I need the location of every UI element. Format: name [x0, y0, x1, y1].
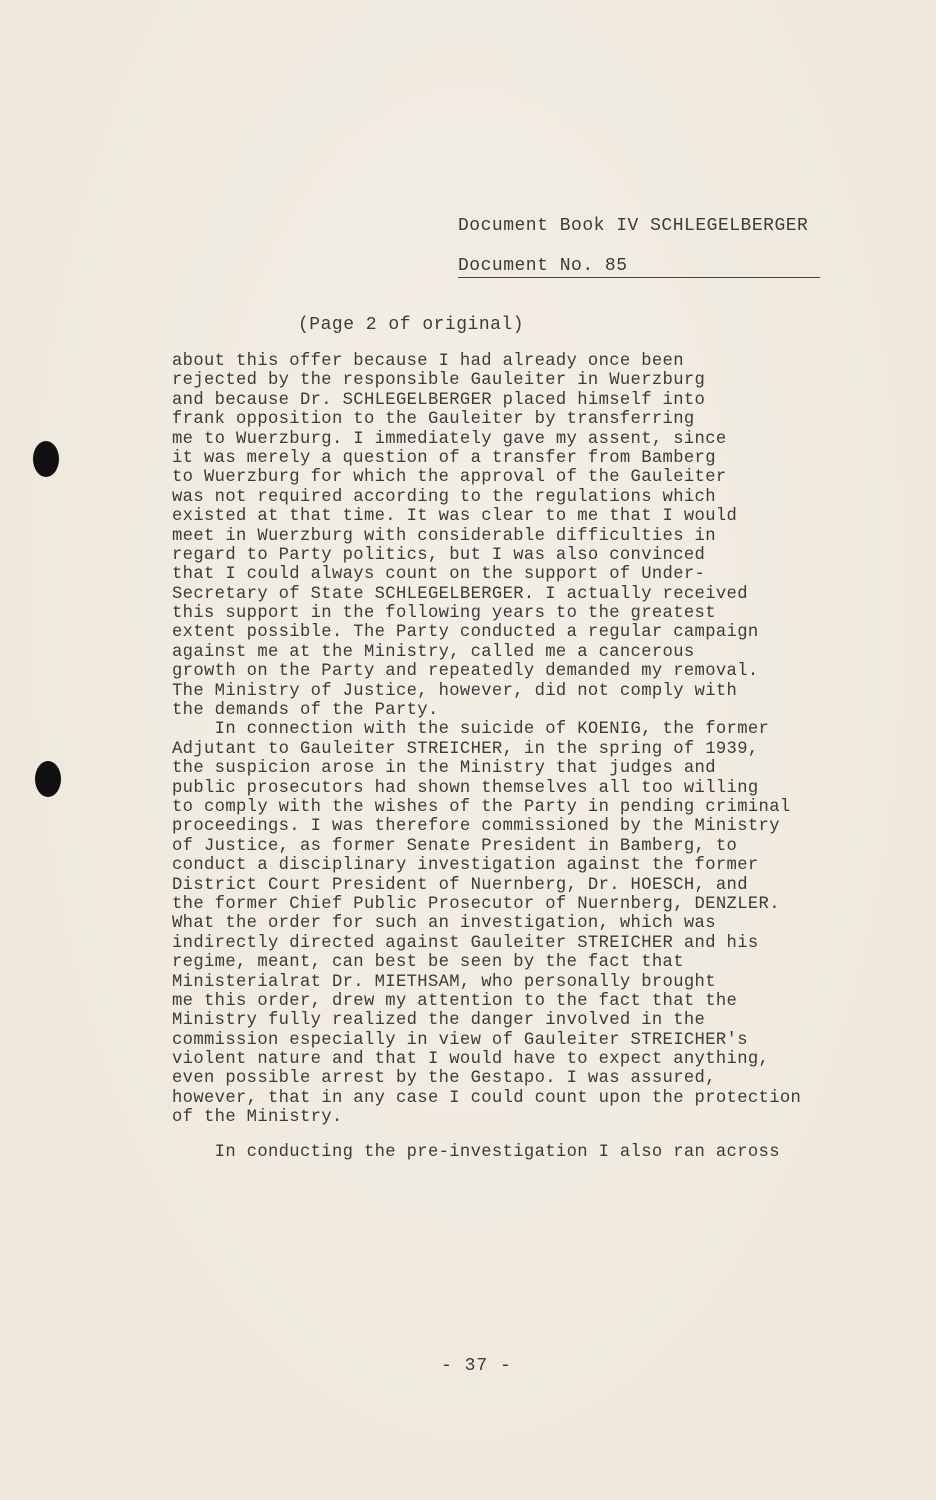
body-line: of Justice, as former Senate President in Bamberg, to — [172, 836, 738, 856]
body-line: me to Wuerzburg. I immediately gave my assent, since — [172, 429, 727, 449]
body-line: growth on the Party and repeatedly demanded my removal. — [172, 662, 759, 682]
body-line: about this offer because I had already once been — [172, 352, 684, 371]
body-line: against me at the Ministry, called me a cancerous — [172, 642, 695, 662]
body-line: meet in Wuerzburg with considerable difficulties in — [172, 526, 716, 546]
body-text — [172, 352, 872, 1128]
body-line: regard to Party politics, but I was also convinced — [172, 545, 706, 565]
body-line: commission especially in view of Gauleiter STREICHER's — [172, 1030, 748, 1050]
body-line: frank opposition to the Gauleiter by transferring — [172, 410, 695, 430]
body-line: to comply with the wishes of the Party in pending criminal — [172, 797, 791, 817]
body-line: What the order for such an investigation, which was — [172, 914, 716, 934]
closing-paragraph-line: In conducting the pre-investigation I also ran across — [172, 1143, 780, 1162]
body-line: Secretary of State SCHLEGELBERGER. I actually received — [172, 584, 748, 604]
body-line: Ministry fully realized the danger involved in the — [172, 1011, 706, 1031]
body-line: the demands of the Party. — [172, 701, 439, 721]
body-line: The Ministry of Justice, however, did not comply with — [172, 681, 738, 701]
body-line: this support in the following years to the greatest — [172, 604, 716, 624]
body-line: District Court President of Nuernberg, Dr. HOESCH, and — [172, 875, 748, 895]
page-reference: (Page 2 of original) — [298, 315, 525, 335]
body-line: Adjutant to Gauleiter STREICHER, in the spring of 1939, — [172, 739, 759, 759]
body-line: conduct a disciplinary investigation against the former — [172, 856, 759, 876]
body-line: rejected by the responsible Gauleiter in Wuerzburg — [172, 371, 706, 391]
document-book-heading: Document Book IV SCHLEGELBERGER — [458, 216, 809, 236]
body-line: and because Dr. SCHLEGELBERGER placed himself into — [172, 390, 706, 410]
body-line: was not required according to the regulations which — [172, 487, 716, 507]
body-line: violent nature and that I would have to expect anything, — [172, 1050, 770, 1070]
body-line: regime, meant, can best be seen by the fact that — [172, 953, 684, 973]
body-line: to Wuerzburg for which the approval of the Gauleiter — [172, 468, 727, 488]
body-line: that I could always count on the support of Under- — [172, 565, 706, 585]
body-line: proceedings. I was therefore commissioned by the Ministry — [172, 817, 780, 837]
body-line: of the Ministry. — [172, 1108, 343, 1128]
body-line: the former Chief Public Prosecutor of Nuernberg, DENZLER. — [172, 894, 780, 914]
body-line: Ministerialrat Dr. MIETHSAM, who personally brought — [172, 972, 716, 992]
body-line: existed at that time. It was clear to me that I would — [172, 507, 738, 527]
body-line: it was merely a question of a transfer from Bamberg — [172, 448, 716, 468]
punch-hole-upper — [33, 441, 59, 477]
body-line: indirectly directed against Gauleiter STREICHER and his — [172, 933, 759, 953]
body-line: extent possible. The Party conducted a regular campaign — [172, 623, 759, 643]
body-line: even possible arrest by the Gestapo. I was assured, — [172, 1069, 716, 1089]
document-number-heading: Document No. 85 — [458, 256, 820, 278]
body-line: however, that in any case I could count upon the protection — [172, 1088, 802, 1108]
body-line: me this order, drew my attention to the fact that the — [172, 991, 738, 1011]
body-line: the suspicion arose in the Ministry that judges and — [172, 759, 716, 779]
body-line: public prosecutors had shown themselves all too willing — [172, 778, 759, 798]
page-number: - 37 - — [441, 1356, 512, 1376]
punch-hole-lower — [35, 761, 61, 797]
body-line: In connection with the suicide of KOENIG, the former — [172, 720, 770, 740]
